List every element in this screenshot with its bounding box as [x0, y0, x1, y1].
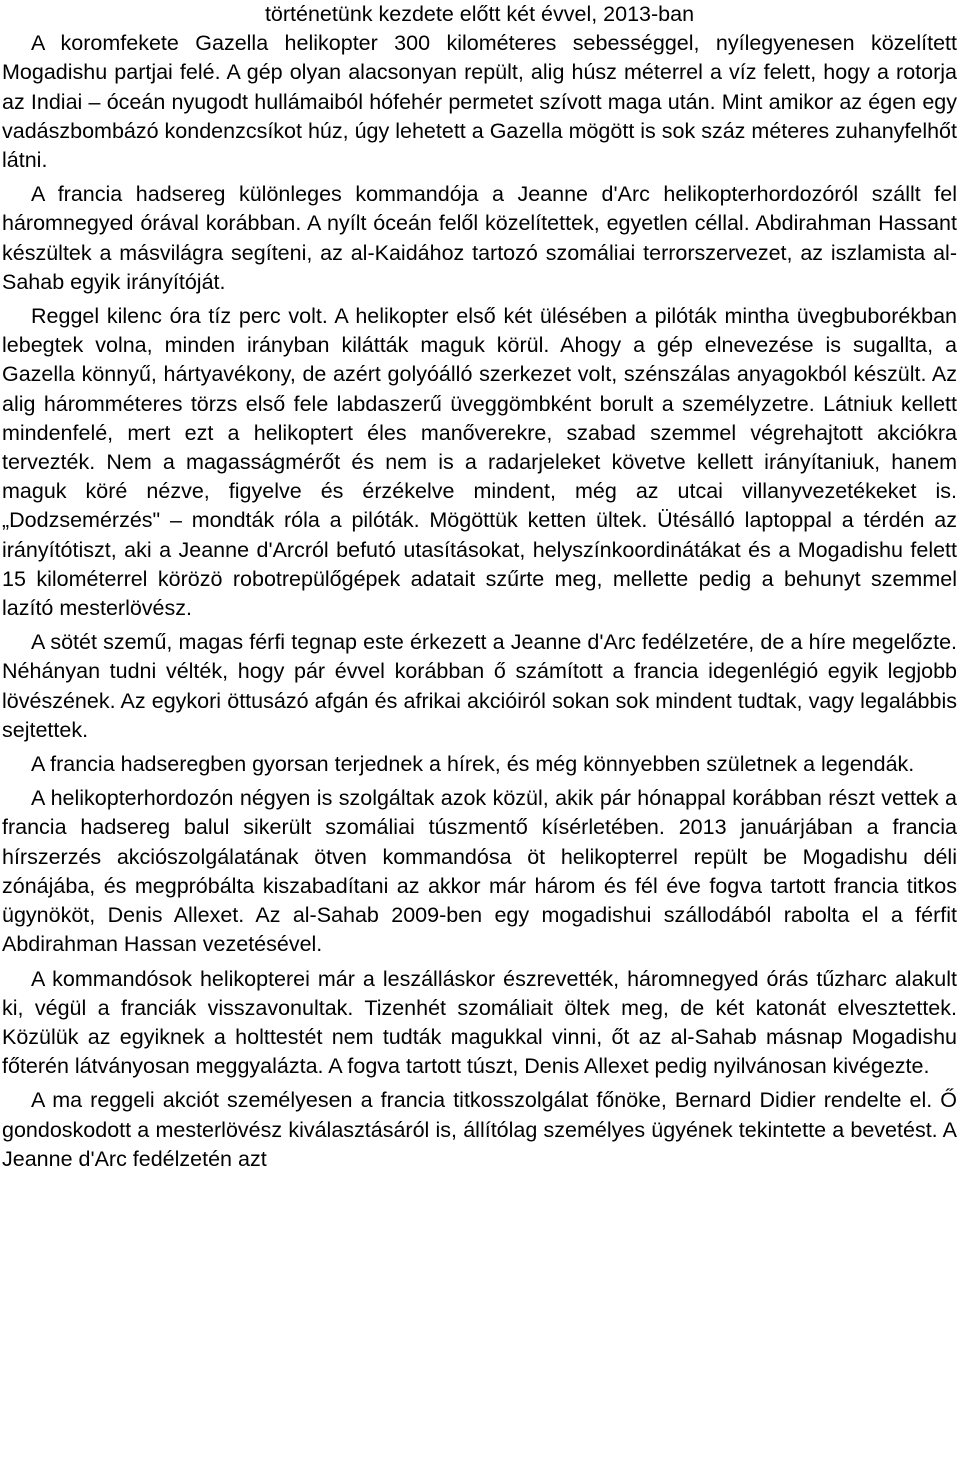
- paragraph-legends: A francia hadseregben gyorsan terjednek a hírek, és még könnyebben születnek a legendák.: [31, 752, 915, 777]
- chapter-heading: történetünk kezdete előtt két évvel, 2013-ban: [264, 2, 695, 26]
- paragraph-morning-action: A ma reggeli akciót személyesen a francia titkosszolgálat főnöke, Bernard Didier rendelte el. Ő gondoskodott a mesterlövész kiválasztásáról is, állítólag személyes ügyének tekintette a bevetést. A Jeanne d'Arc fedélzetén azt: [2, 1088, 957, 1171]
- paragraph-gazella-description: Reggel kilenc óra tíz perc volt. A helikopter első két ülésében a pilóták mintha üvegbuborékban lebegtek volna, minden irányban kilátták maguk körül. Ahogy a gép elnevezése is sugallta, a Gazella könnyű, hártyavékony, de azért golyóálló szerkezet volt, szénszálas anyagokból készült. Az alig háromméteres törzs első fele labdaszerű üveggömbként borult a személyzetre. Látniuk kellett mindenfelé, mert ezt a helikoptert éles manőverekre, szabad szemmel végrehajtott akciókra tervezték. Nem a magasságmérőt és nem is a radarjeleket követve kellett irányítaniuk, hanem maguk köré nézve, figyelve és érzékelve mindent, még az utcai villanyvezetékeket is. „Dodzsemérzés" – mondták róla a pilóták. Mögöttük ketten ültek. Ütésálló laptoppal a térdén az irányítótiszt, aki a Jeanne d'Arcról befutó utasításokat, helyszínkoordinátákat és a Mogadishu felett 15 kilométerrel körözö robotrepülőgépek adatait szűrte meg, mellette pedig a behunyt szemmel lazító mesterlövész.: [2, 304, 957, 621]
- paragraph-commando-mission: A francia hadsereg különleges kommandója a Jeanne d'Arc helikopterhordozóról szállt fel háromnegyed órával korábban. A nyílt óceán felől közelítettek, egyetlen céllal. Abdirahman Hassant készültek a másvilágra segíteni, az al-Kaidához tartozó szomáliai terrorszervezet, az iszlamista al-Sahab egyik irányítóját.: [2, 182, 957, 294]
- paragraph-failed-rescue: A helikopterhordozón négyen is szolgáltak azok közül, akik pár hónappal korábban részt vettek a francia hadsereg balul sikerült szomáliai túszmentő kísérletében. 2013 januárjában a francia hírszerzés akciószolgálatának ötven kommandósa öt helikopterrel repült be Mogadishu déli zónájába, és megpróbálta kiszabadítani az akkor már három és fél éve fogva tartott francia titkos ügynököt, Denis Allexet. Az al-Sahab 2009-ben egy mogadishui szállodából rabolta el a férfit Abdirahman Hassan vezetésével.: [2, 786, 957, 957]
- paragraph-helicopter-approach: A koromfekete Gazella helikopter 300 kilométeres sebességgel, nyílegyenesen közelített Mogadishu partjai felé. A gép olyan alacsonyan repült, alig húsz méterrel a víz felett, hogy a rotorja az Indiai – óceán nyugodt hullámaiból hófehér permetet szívott maga után. Mint amikor az égen egy vadászbombázó kondenzcsíkot húz, úgy lehetett a Gazella mögött is sok száz méteres zuhanyfelhőt látni.: [2, 31, 957, 173]
- paragraph-firefight: A kommandósok helikopterei már a leszálláskor észrevették, háromnegyed órás tűzharc alakult ki, végül a franciák visszavonultak. Tizenhét szomáliait öltek meg, de két katonát elvesztettek. Közülük az egyiknek a holttestét nem tudták magukkal vinni, őt az al-Sahab másnap Mogadishu főterén látványosan meggyalázta. A fogva tartott túszt, Denis Allexet pedig nyilvánosan kivégezte.: [2, 966, 957, 1079]
- paragraph-sniper-arrival: A sötét szemű, magas férfi tegnap este érkezett a Jeanne d'Arc fedélzetére, de a híre megelőzte. Néhányan tudni vélték, hogy pár évvel korábban ő számított a francia idegenlégió egyik legjobb lövészének. Az egykori öttusázó afgán és afrikai akcióiról sokan sok mindent tudtak, vagy legalábbis sejtettek.: [2, 630, 957, 742]
